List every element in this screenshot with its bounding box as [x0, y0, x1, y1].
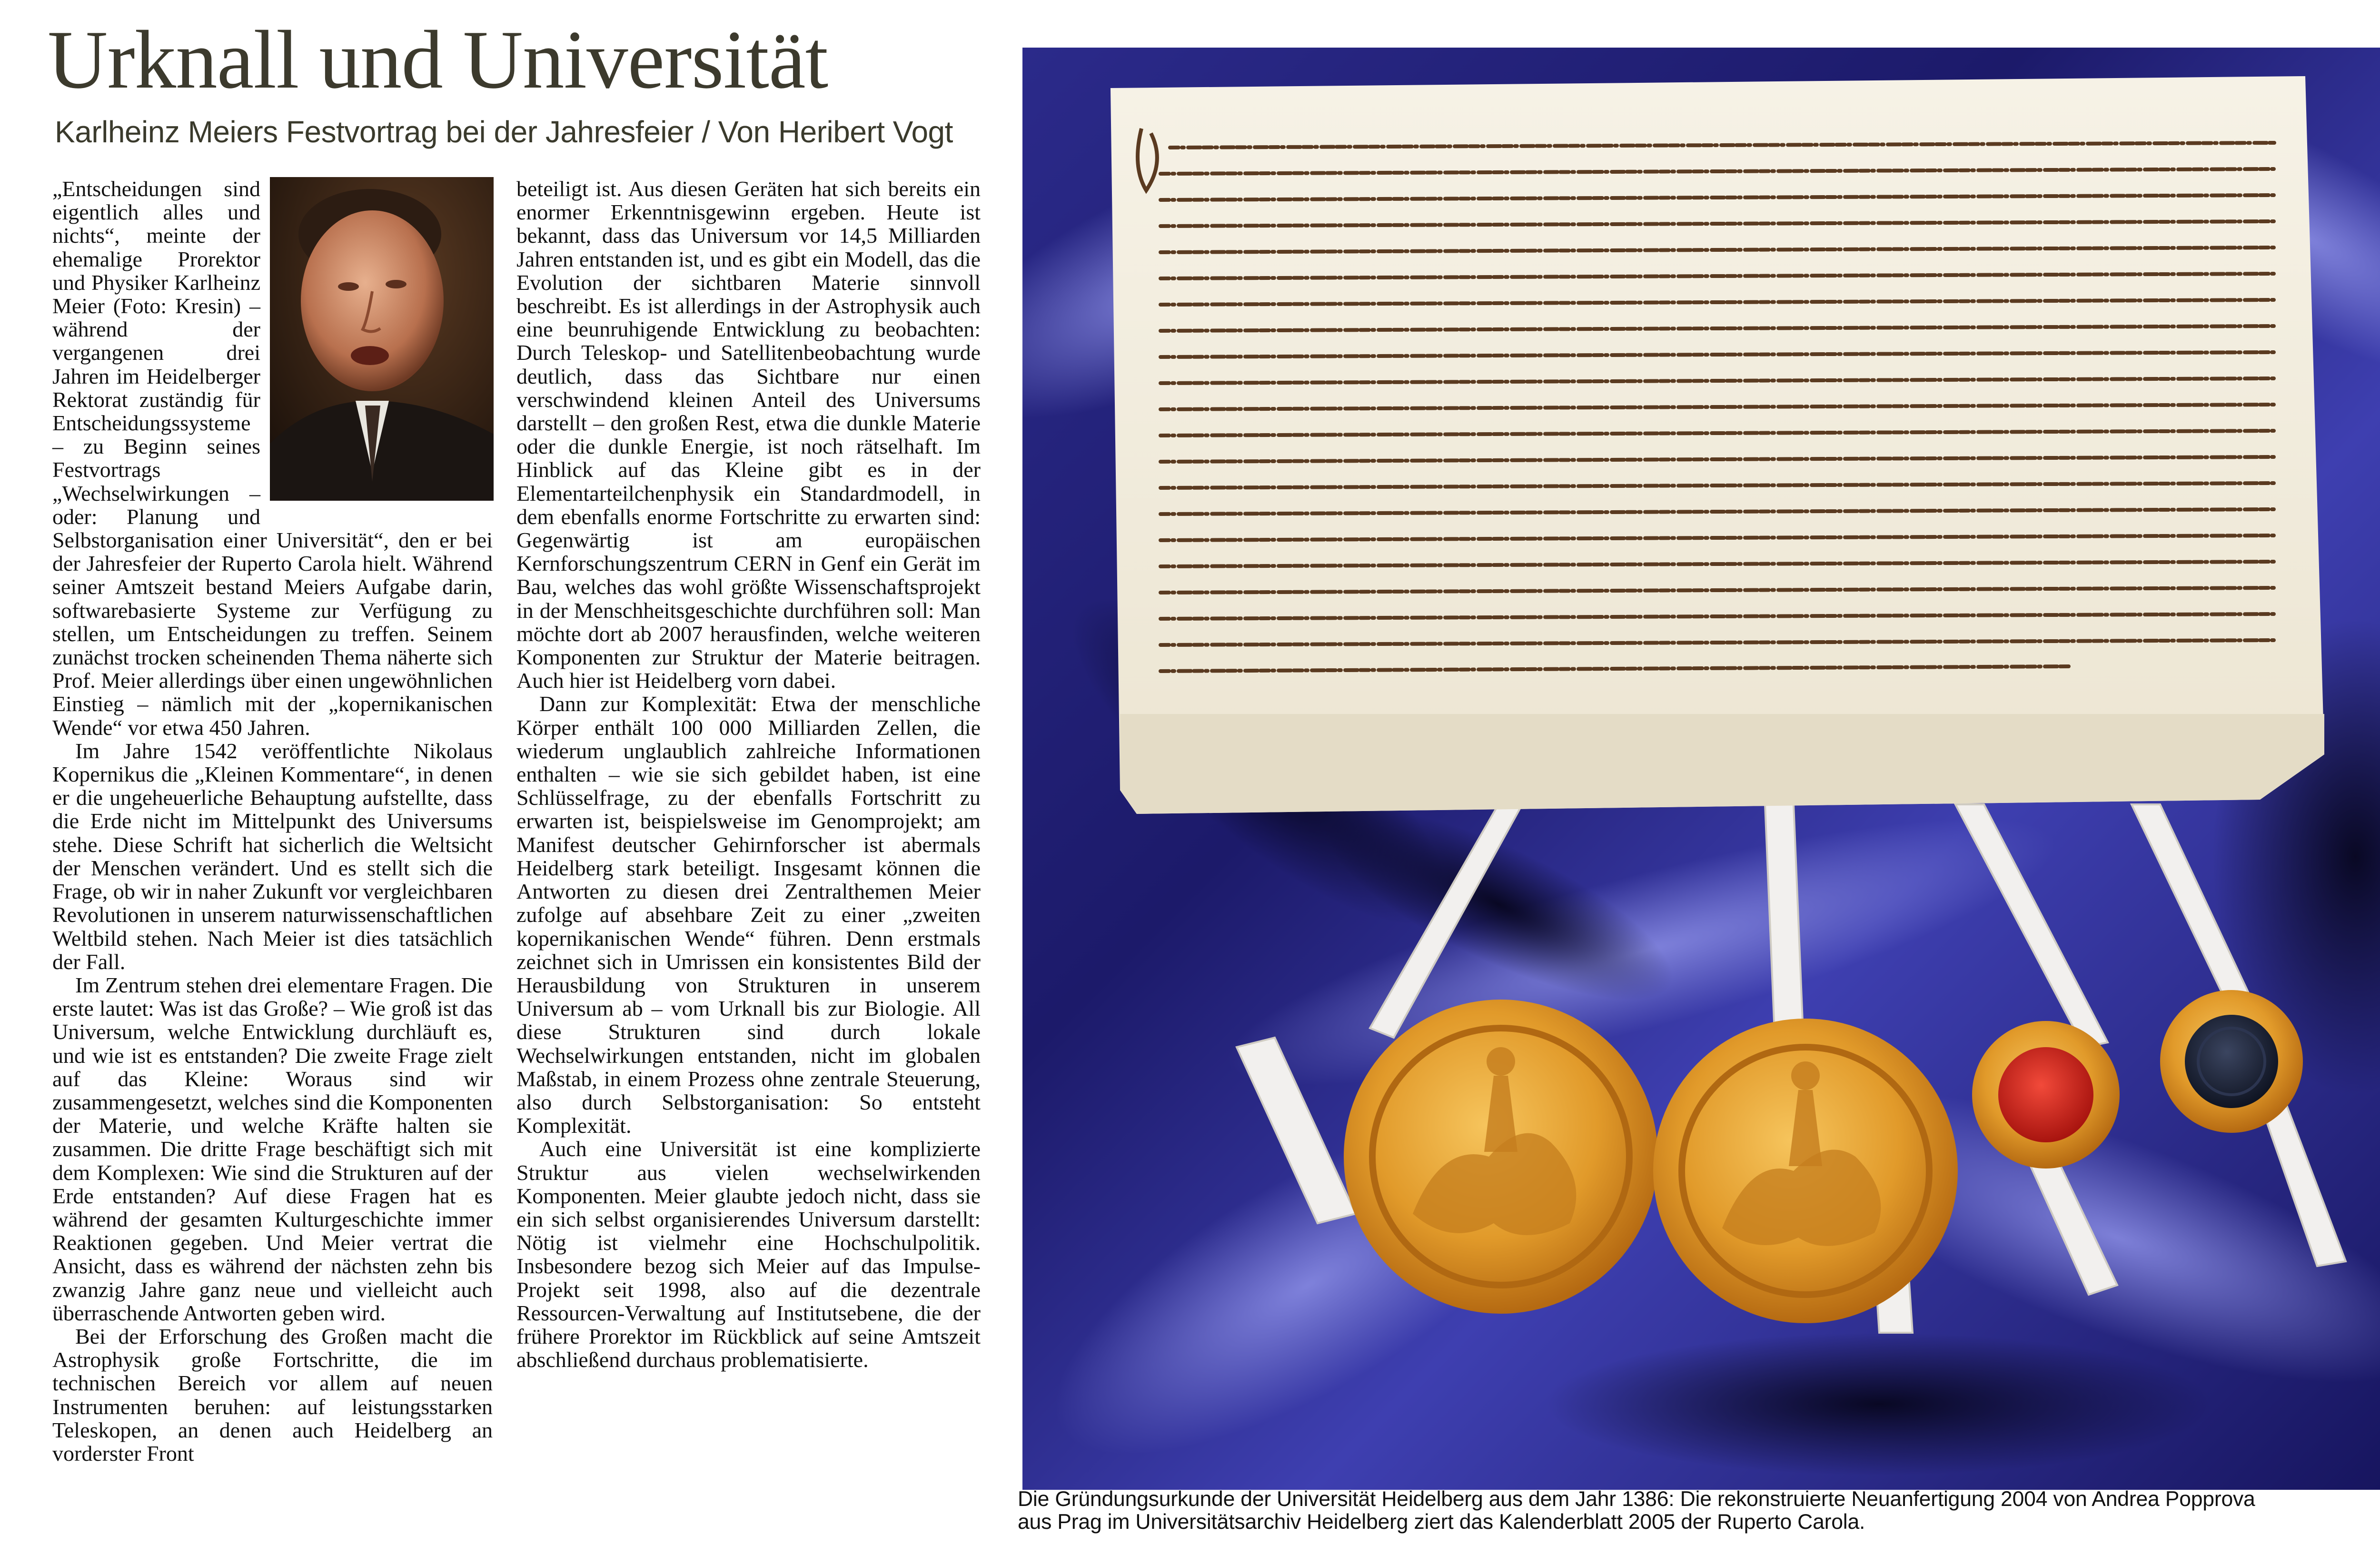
- article-paragraph: „Entscheidungen sind eigentlich alles und nichts“, meinte der ehemalige Prorektor und Physiker Karlheinz Meier (Foto: Kresin) – während der vergangenen drei Jahren im Heidelberger Rektorat zuständig für Entscheidungssysteme – zu Beginn seines Festvortrags „Wechselwirkungen – oder: Planung und Selbstorganisation einer Universität“, den er bei der Jahresfeier der Ruperto Carola hielt. Während seiner Amtszeit bestand Meiers Aufgabe darin, softwarebasierte Systeme zur Verfügung zu stellen, um Entscheidungen zu treffen. Seinem zunächst trocken scheinenden Thema näherte sich Prof. Meier allerdings über einen ungewöhnlichen Einstieg – nämlich mit der „kopernikanischen Wende“ vor etwa 450 Jahren.: [52, 177, 493, 740]
- portrait-photo: [270, 177, 494, 501]
- photo-caption: [1018, 1488, 2380, 1534]
- subheadline: Karlheinz Meiers Festvortrag bei der Jahresfeier / Von Heribert Vogt: [55, 115, 953, 149]
- article-column-1: [52, 177, 493, 1465]
- charter-photo: [1022, 48, 2380, 1490]
- article-paragraph: Bei der Erforschung des Großen macht die Astrophysik große Fortschritte, die im technischen Bereich vor allem auf neuen Instrumenten beruhen: auf leistungsstarken Teleskopen, an denen auch Heidelberg an vorderster Front: [52, 1324, 493, 1466]
- article-paragraph: Im Zentrum stehen drei elementare Fragen. Die erste lautet: Was ist das Große? – Wie groß ist das Universum, welche Entwicklung durchläuft es, und wie ist es entstanden? Die zweite Frage zielt auf das Kleine: Woraus sind wir zusammengesetzt, welches sind die Komponenten der Materie, und welche Kräfte halten sie zusammen. Die dritte Frage beschäftigt sich mit dem Komplexen: Wie sind die Strukturen auf der Erde entstanden? Auf diese Fragen hat es während der gesamten Kulturgeschichte immer Reaktionen gegeben. Und Meier vertrat die Ansicht, dass es während der nächsten zehn bis zwanzig Jahre ganz neue und vielleicht auch überraschende Antworten geben wird.: [52, 972, 493, 1325]
- portrait-image: [270, 177, 494, 501]
- article-paragraph: Dann zur Komplexität: Etwa der menschliche Körper enthält 100 000 Milliarden Zellen, die wiederum unglaublich zahlreiche Informationen enthalten – wie sie sich gebildet haben, ist eine Schlüsselfrage, zu der ebenfalls Fortschritt zu erwarten ist, beispielsweise im Genomprojekt; am Manifest deutscher Gehirnforscher ist abermals Heidelberg stark beteiligt. Insgesamt können die Antworten zu diesen drei Zentralthemen Meier zufolge auf absehbare Zeit zu einer „zweiten kopernikanischen Wende“ führen. Denn erstmals zeichnet sich in Umrissen ein konsistentes Bild der Herausbildung von Strukturen in unserem Universum ab – vom Urknall bis zur Biologie. All diese Strukturen sind durch lokale Wechselwirkungen entstanden, nicht im globalen Maßstab, in einem Prozess ohne zentrale Steuerung, also durch Selbstorganisation: So entsteht Komplexität.: [516, 692, 981, 1138]
- article-paragraph: beteiligt ist. Aus diesen Geräten hat sich bereits ein enormer Erkenntnisgewinn ergeben. Heute ist bekannt, dass das Universum vor 14,5 Milliarden Jahren entstanden ist, und es gibt ein Modell, das die Evolution der sichtbaren Materie sinnvoll beschreibt. Es ist allerdings in der Astrophysik auch eine beunruhigende Entwicklung zu beobachten: Durch Teleskop- und Satellitenbeobachtung wurde deutlich, dass das Sichtbare nur einen verschwindend kleinen Anteil des Universums darstellt – den großen Rest, etwa die dunkle Materie oder die dunkle Energie, ist noch rätselhaft. Im Hinblick auf das Kleine gibt es in der Elementarteilchenphysik ein Standardmodell, in dem ebenfalls enorme Fortschritte zu erwarten sind: Gegenwärtig ist am europäischen Kernforschungszentrum CERN in Genf ein Gerät im Bau, welches das wohl größte Wissenschaftsprojekt in der Menschheitsgeschichte durchführen soll: Man möchte dort ab 2007 herausfinden, welche weiteren Komponenten zur Struktur der Materie beitragen. Auch hier ist Heidelberg vorn dabei.: [516, 177, 981, 693]
- article-column-2: [516, 177, 981, 1371]
- charter-image: [1022, 48, 2380, 1490]
- caption-line: Die Gründungsurkunde der Universität Heidelberg aus dem Jahr 1386: Die rekonstruierte Neuanfertigung 2004 von Andrea Popprova: [1018, 1487, 2255, 1511]
- article-paragraph: Auch eine Universität ist eine komplizierte Struktur aus vielen wechselwirkenden Komponenten. Meier glaubte jedoch nicht, dass sie ein sich selbst organisierendes Universum darstellt: Nötig ist vielmehr eine Hochschulpolitik. Insbesondere bezog sich Meier auf das Impulse-Projekt seit 1998, also auf die dezentrale Ressourcen-Verwaltung auf Institutsebene, die der frühere Prorektor im Rückblick auf seine Amtszeit abschließend durchaus problematisierte.: [516, 1137, 981, 1372]
- caption-line: aus Prag im Universitätsarchiv Heidelberg ziert das Kalenderblatt 2005 der Ruperto Carola.: [1018, 1510, 1865, 1534]
- headline: Urknall und Universität: [48, 13, 828, 106]
- article-paragraph: Im Jahre 1542 veröffentlichte Nikolaus Kopernikus die „Kleinen Kommentare“, in denen er die ungeheuerliche Behauptung aufstellte, dass die Erde nicht im Mittelpunkt des Universums stehe. Diese Schrift hat sicherlich die Weltsicht der Menschen verändert. Und es stellt sich die Frage, ob wir in naher Zukunft vor vergleichbaren Revolutionen in unserem naturwissenschaftlichen Weltbild stehen. Nach Meier ist dies tatsächlich der Fall.: [52, 738, 493, 974]
